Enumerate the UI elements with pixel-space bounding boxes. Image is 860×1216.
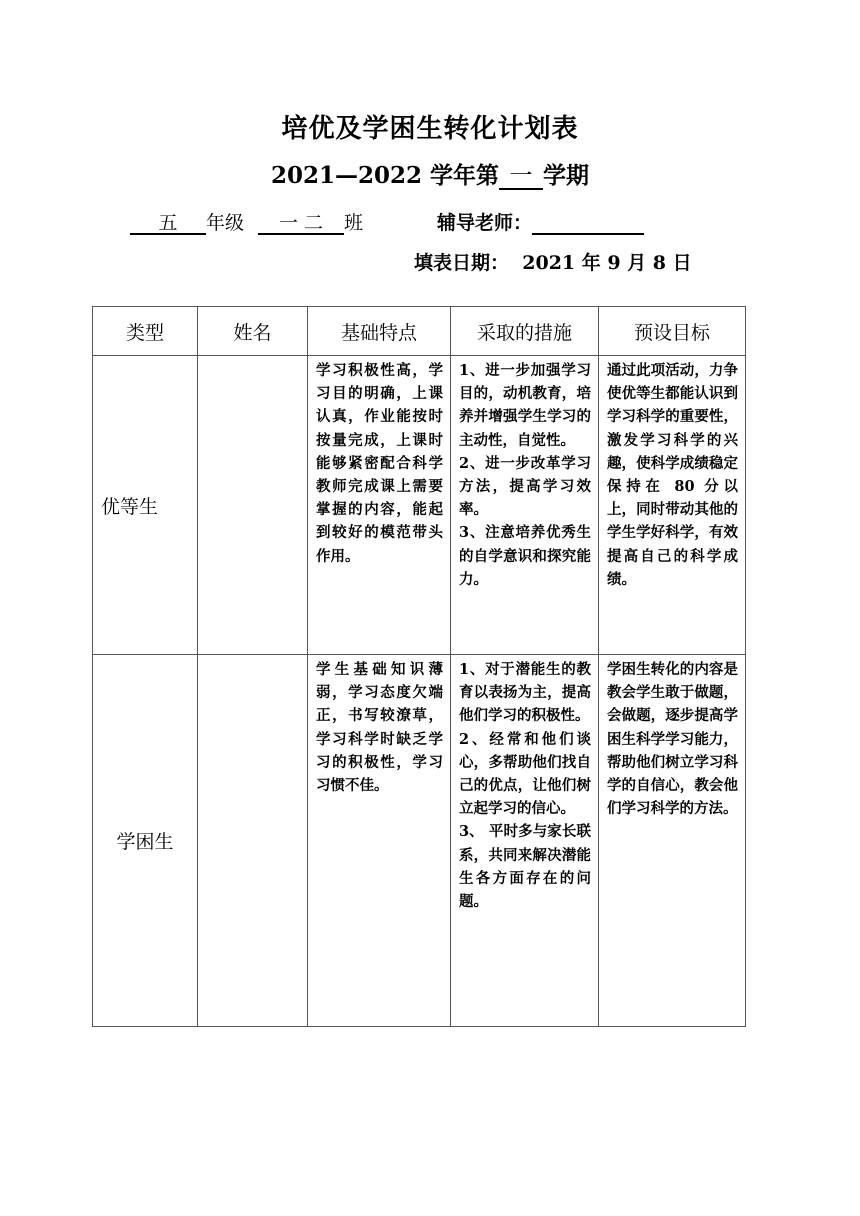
- measures-list: [452, 656, 597, 913]
- fill-date-line: [414, 248, 692, 275]
- term-number-field[interactable]: 一: [499, 164, 543, 190]
- class-info-line: [130, 208, 644, 235]
- table-row-struggling-students: [93, 655, 746, 1027]
- features-text: 学生基础知识薄弱，学习态度欠端正，书写较潦草，学习科学时缺乏学习的积极性，学习习惯不佳。: [316, 661, 443, 795]
- class-field[interactable]: 一 二: [258, 213, 344, 235]
- row-features-cell: [308, 356, 451, 655]
- row-type-cell: 学困生: [93, 655, 198, 1027]
- plan-table: [92, 306, 746, 1027]
- row-measures-cell: [451, 356, 599, 655]
- row-features-cell: [308, 655, 451, 1027]
- header-measures: 采取的措施: [451, 307, 599, 356]
- features-text: 学习积极性高，学习目的明确，上课认真，作业能按时按量完成，上课时能够紧密配合科学教师完成课上需要掌握的内容，能起到较好的模范带头作用。: [316, 362, 443, 565]
- row-goals-cell: [599, 356, 746, 655]
- row-type-cell: 优等生: [93, 356, 198, 655]
- row-name-cell[interactable]: [198, 356, 308, 655]
- school-year-line: [0, 157, 860, 190]
- table-header-row: [93, 307, 746, 356]
- class-label: 班: [344, 212, 364, 234]
- goals-text: 学困生转化的内容是教会学生敢于做题，会做题，逐步提高学困生科学学习能力，帮助他们树立学习科学的自信心，教会他们学习科学的方法。: [607, 661, 738, 818]
- measure-item: 3、 平时多与家长联系，共同来解决潜能生各方面存在的问题。: [459, 823, 591, 911]
- measure-item: 2、经常和他们谈心，多帮助他们找自己的优点，让他们树立起学习的信心。: [459, 730, 591, 818]
- measures-list: [452, 357, 597, 591]
- header-features: 基础特点: [308, 307, 451, 356]
- measure-item: 3、注意培养优秀生的自学意识和探究能力。: [459, 524, 591, 588]
- fill-date-value: 2021 年 9 月 8 日: [522, 252, 692, 274]
- fill-date-label: 填表日期：: [414, 252, 510, 274]
- header-name: 姓名: [198, 307, 308, 356]
- measure-item: 1、进一步加强学习目的，动机教育，培养并增强学生学习的主动性，自觉性。: [459, 362, 591, 449]
- row-name-cell[interactable]: [198, 655, 308, 1027]
- measure-item: 1、对于潜能生的教育以表扬为主，提高他们学习的积极性。: [459, 661, 591, 725]
- term-suffix: 学期: [543, 162, 590, 189]
- grade-field[interactable]: 五: [130, 213, 206, 235]
- row-goals-cell: [599, 655, 746, 1027]
- table-row-top-students: [93, 356, 746, 655]
- row-measures-cell: [451, 655, 599, 1027]
- grade-label: 年级: [206, 212, 245, 234]
- header-type: 类型: [93, 307, 198, 356]
- header-goals: 预设目标: [599, 307, 746, 356]
- measure-item: 2、进一步改革学习方法，提高学习效率。: [459, 454, 591, 519]
- goals-text: 通过此项活动，力争使优等生都能认识到学习科学的重要性，激发学习科学的兴趣，使科学成绩稳定保持在 80 分以上，同时带动其他的学生学好科学，有效提高自己的科学成绩。: [607, 362, 738, 588]
- teacher-field[interactable]: [532, 213, 644, 235]
- school-year-prefix: 2021—2022 学年第: [270, 162, 500, 189]
- document-title: 培优及学困生转化计划表: [281, 114, 579, 144]
- teacher-label: 辅导老师：: [437, 212, 533, 234]
